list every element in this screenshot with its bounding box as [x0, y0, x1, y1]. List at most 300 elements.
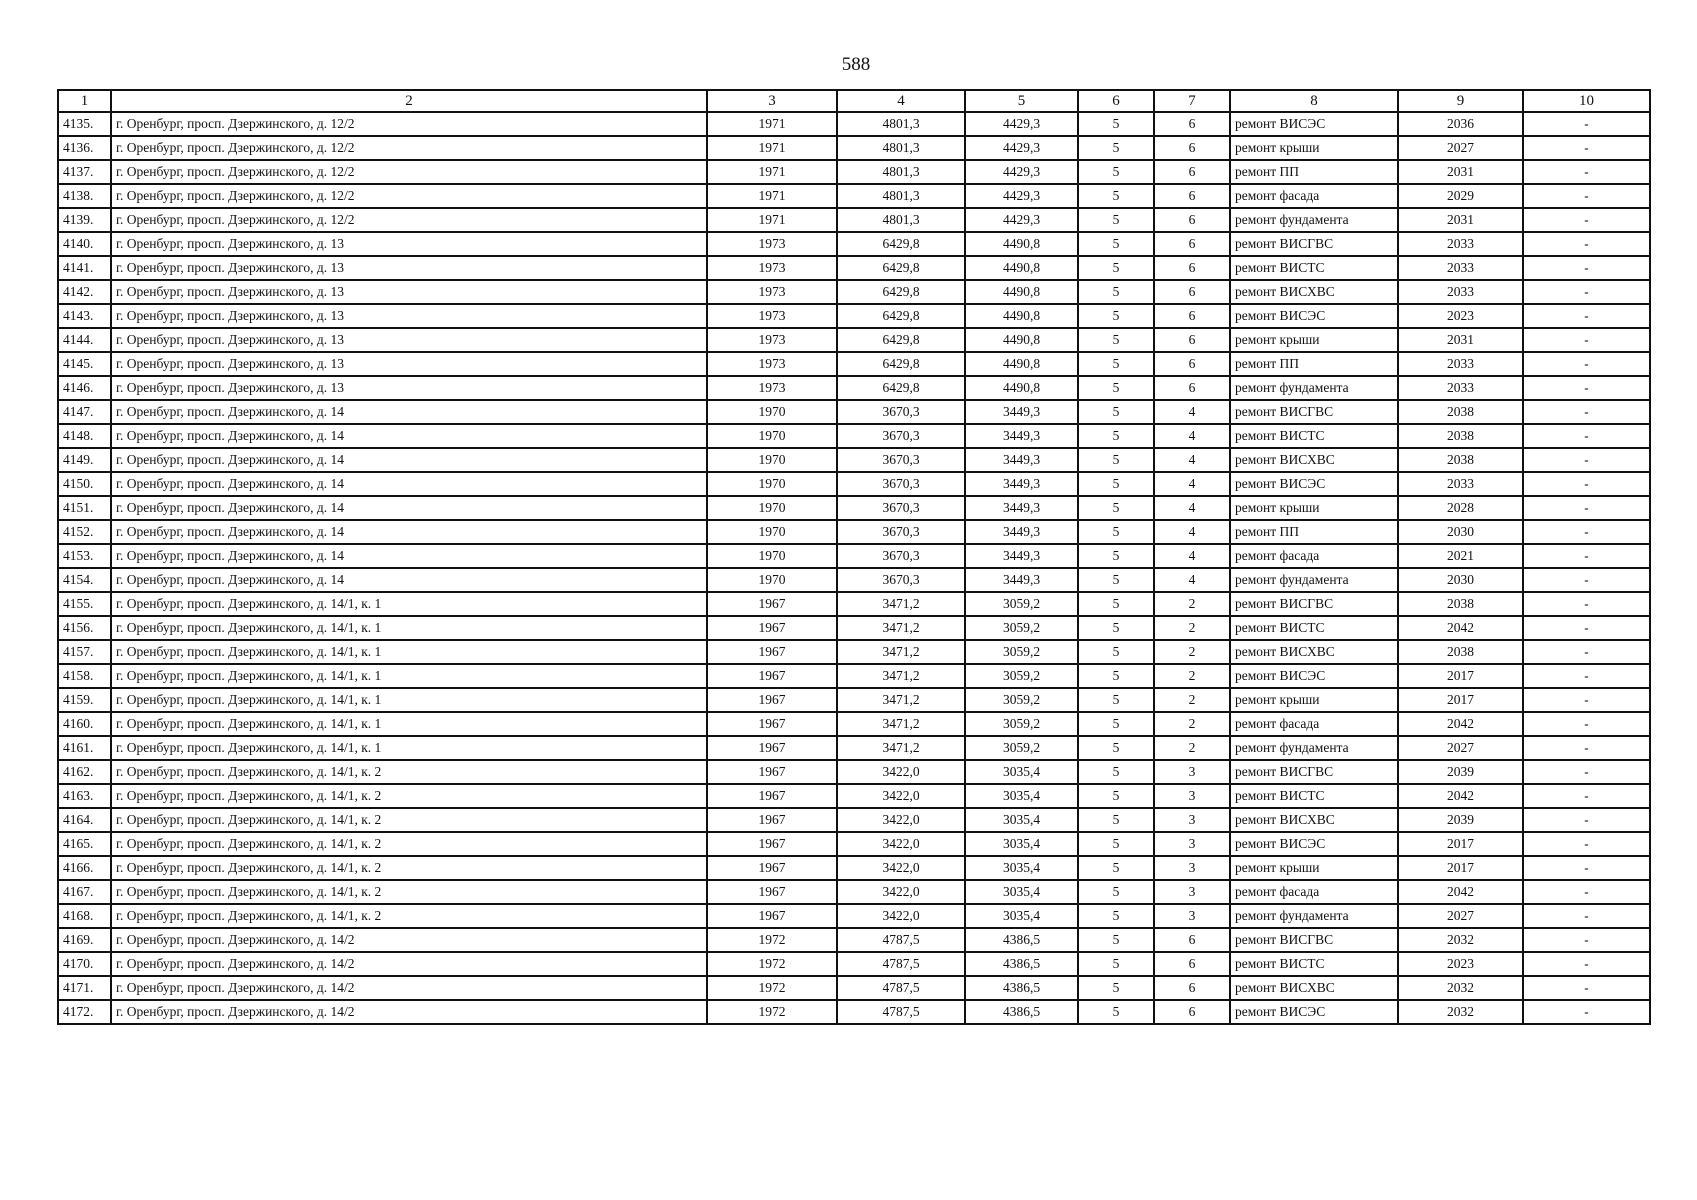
row-number-cell: 4172.	[58, 1000, 111, 1024]
total-area-cell: 3422,0	[837, 832, 965, 856]
total-area-cell: 6429,8	[837, 304, 965, 328]
entrances-cell: 3	[1154, 856, 1230, 880]
planned-year-cell: 2039	[1398, 760, 1523, 784]
work-type-cell: ремонт фундамента	[1230, 208, 1398, 232]
planned-year-cell: 2038	[1398, 640, 1523, 664]
entrances-cell: 4	[1154, 448, 1230, 472]
total-area-cell: 3670,3	[837, 448, 965, 472]
floors-cell: 5	[1078, 184, 1154, 208]
floors-cell: 5	[1078, 328, 1154, 352]
floors-cell: 5	[1078, 664, 1154, 688]
year-cell: 1967	[707, 904, 837, 928]
planned-year-cell: 2021	[1398, 544, 1523, 568]
entrances-cell: 6	[1154, 232, 1230, 256]
work-type-cell: ремонт ВИСХВС	[1230, 280, 1398, 304]
floors-cell: 5	[1078, 568, 1154, 592]
table-row	[58, 136, 1650, 160]
year-cell: 1971	[707, 136, 837, 160]
total-area-cell: 3471,2	[837, 664, 965, 688]
planned-year-cell: 2042	[1398, 880, 1523, 904]
planned-year-cell: 2033	[1398, 256, 1523, 280]
note-cell: -	[1523, 136, 1650, 160]
address-cell: г. Оренбург, просп. Дзержинского, д. 13	[111, 304, 707, 328]
note-cell: -	[1523, 904, 1650, 928]
row-number-cell: 4146.	[58, 376, 111, 400]
planned-year-cell: 2039	[1398, 808, 1523, 832]
note-cell: -	[1523, 256, 1650, 280]
total-area-cell: 3471,2	[837, 688, 965, 712]
work-type-cell: ремонт крыши	[1230, 136, 1398, 160]
address-cell: г. Оренбург, просп. Дзержинского, д. 14/1, к. 2	[111, 784, 707, 808]
entrances-cell: 4	[1154, 520, 1230, 544]
living-area-cell: 3059,2	[965, 712, 1078, 736]
total-area-cell: 3422,0	[837, 904, 965, 928]
work-type-cell: ремонт фундамента	[1230, 568, 1398, 592]
planned-year-cell: 2032	[1398, 928, 1523, 952]
floors-cell: 5	[1078, 472, 1154, 496]
total-area-cell: 6429,8	[837, 232, 965, 256]
entrances-cell: 2	[1154, 688, 1230, 712]
table-row	[58, 208, 1650, 232]
work-type-cell: ремонт ПП	[1230, 160, 1398, 184]
entrances-cell: 6	[1154, 136, 1230, 160]
floors-cell: 5	[1078, 112, 1154, 136]
address-cell: г. Оренбург, просп. Дзержинского, д. 12/2	[111, 160, 707, 184]
floors-cell: 5	[1078, 232, 1154, 256]
living-area-cell: 4429,3	[965, 160, 1078, 184]
column-header-9: 9	[1398, 90, 1523, 112]
row-number-cell: 4160.	[58, 712, 111, 736]
note-cell: -	[1523, 808, 1650, 832]
year-cell: 1967	[707, 688, 837, 712]
entrances-cell: 2	[1154, 736, 1230, 760]
total-area-cell: 6429,8	[837, 256, 965, 280]
note-cell: -	[1523, 184, 1650, 208]
note-cell: -	[1523, 664, 1650, 688]
floors-cell: 5	[1078, 760, 1154, 784]
row-number-cell: 4155.	[58, 592, 111, 616]
entrances-cell: 6	[1154, 208, 1230, 232]
note-cell: -	[1523, 544, 1650, 568]
year-cell: 1972	[707, 928, 837, 952]
address-cell: г. Оренбург, просп. Дзержинского, д. 12/2	[111, 208, 707, 232]
table-row	[58, 376, 1650, 400]
address-cell: г. Оренбург, просп. Дзержинского, д. 13	[111, 280, 707, 304]
planned-year-cell: 2031	[1398, 208, 1523, 232]
floors-cell: 5	[1078, 592, 1154, 616]
year-cell: 1970	[707, 568, 837, 592]
entrances-cell: 4	[1154, 568, 1230, 592]
table-row	[58, 352, 1650, 376]
table-row	[58, 112, 1650, 136]
floors-cell: 5	[1078, 712, 1154, 736]
table-row	[58, 592, 1650, 616]
floors-cell: 5	[1078, 208, 1154, 232]
column-header-3: 3	[707, 90, 837, 112]
entrances-cell: 4	[1154, 424, 1230, 448]
entrances-cell: 6	[1154, 928, 1230, 952]
planned-year-cell: 2033	[1398, 352, 1523, 376]
entrances-cell: 3	[1154, 760, 1230, 784]
note-cell: -	[1523, 736, 1650, 760]
work-type-cell: ремонт фундамента	[1230, 904, 1398, 928]
table-row	[58, 160, 1650, 184]
year-cell: 1967	[707, 856, 837, 880]
address-cell: г. Оренбург, просп. Дзержинского, д. 14/1, к. 2	[111, 760, 707, 784]
row-number-cell: 4169.	[58, 928, 111, 952]
work-type-cell: ремонт ВИСГВС	[1230, 232, 1398, 256]
note-cell: -	[1523, 424, 1650, 448]
floors-cell: 5	[1078, 616, 1154, 640]
year-cell: 1967	[707, 712, 837, 736]
living-area-cell: 4490,8	[965, 280, 1078, 304]
total-area-cell: 3670,3	[837, 424, 965, 448]
note-cell: -	[1523, 472, 1650, 496]
table-row	[58, 712, 1650, 736]
planned-year-cell: 2017	[1398, 832, 1523, 856]
year-cell: 1967	[707, 736, 837, 760]
work-type-cell: ремонт ПП	[1230, 520, 1398, 544]
row-number-cell: 4147.	[58, 400, 111, 424]
entrances-cell: 3	[1154, 784, 1230, 808]
note-cell: -	[1523, 880, 1650, 904]
total-area-cell: 3471,2	[837, 616, 965, 640]
address-cell: г. Оренбург, просп. Дзержинского, д. 14/1, к. 1	[111, 688, 707, 712]
floors-cell: 5	[1078, 136, 1154, 160]
floors-cell: 5	[1078, 856, 1154, 880]
note-cell: -	[1523, 832, 1650, 856]
note-cell: -	[1523, 112, 1650, 136]
year-cell: 1970	[707, 544, 837, 568]
year-cell: 1971	[707, 208, 837, 232]
address-cell: г. Оренбург, просп. Дзержинского, д. 14/2	[111, 1000, 707, 1024]
column-header-8: 8	[1230, 90, 1398, 112]
note-cell: -	[1523, 280, 1650, 304]
floors-cell: 5	[1078, 1000, 1154, 1024]
column-header-7: 7	[1154, 90, 1230, 112]
note-cell: -	[1523, 760, 1650, 784]
address-cell: г. Оренбург, просп. Дзержинского, д. 14	[111, 472, 707, 496]
table-row	[58, 952, 1650, 976]
entrances-cell: 4	[1154, 544, 1230, 568]
entrances-cell: 3	[1154, 808, 1230, 832]
table-row	[58, 640, 1650, 664]
work-type-cell: ремонт ВИСТС	[1230, 424, 1398, 448]
living-area-cell: 3449,3	[965, 448, 1078, 472]
total-area-cell: 3670,3	[837, 568, 965, 592]
address-cell: г. Оренбург, просп. Дзержинского, д. 13	[111, 256, 707, 280]
planned-year-cell: 2027	[1398, 136, 1523, 160]
total-area-cell: 3422,0	[837, 880, 965, 904]
row-number-cell: 4151.	[58, 496, 111, 520]
row-number-cell: 4164.	[58, 808, 111, 832]
work-type-cell: ремонт фасада	[1230, 184, 1398, 208]
row-number-cell: 4167.	[58, 880, 111, 904]
address-cell: г. Оренбург, просп. Дзержинского, д. 14/1, к. 2	[111, 808, 707, 832]
row-number-cell: 4143.	[58, 304, 111, 328]
total-area-cell: 3471,2	[837, 592, 965, 616]
planned-year-cell: 2042	[1398, 712, 1523, 736]
planned-year-cell: 2028	[1398, 496, 1523, 520]
table-row	[58, 928, 1650, 952]
entrances-cell: 6	[1154, 1000, 1230, 1024]
address-cell: г. Оренбург, просп. Дзержинского, д. 14	[111, 424, 707, 448]
note-cell: -	[1523, 448, 1650, 472]
year-cell: 1967	[707, 760, 837, 784]
table-row	[58, 328, 1650, 352]
total-area-cell: 3670,3	[837, 544, 965, 568]
total-area-cell: 4787,5	[837, 1000, 965, 1024]
address-cell: г. Оренбург, просп. Дзержинского, д. 14/1, к. 1	[111, 592, 707, 616]
work-type-cell: ремонт ВИСЭС	[1230, 472, 1398, 496]
total-area-cell: 6429,8	[837, 280, 965, 304]
table-row	[58, 184, 1650, 208]
note-cell: -	[1523, 1000, 1650, 1024]
entrances-cell: 6	[1154, 352, 1230, 376]
living-area-cell: 3035,4	[965, 784, 1078, 808]
address-cell: г. Оренбург, просп. Дзержинского, д. 13	[111, 328, 707, 352]
note-cell: -	[1523, 232, 1650, 256]
living-area-cell: 3059,2	[965, 736, 1078, 760]
entrances-cell: 3	[1154, 832, 1230, 856]
work-type-cell: ремонт ВИСТС	[1230, 256, 1398, 280]
table-row	[58, 1000, 1650, 1024]
living-area-cell: 4490,8	[965, 256, 1078, 280]
work-type-cell: ремонт ВИСГВС	[1230, 928, 1398, 952]
work-type-cell: ремонт ВИСХВС	[1230, 448, 1398, 472]
year-cell: 1970	[707, 496, 837, 520]
total-area-cell: 6429,8	[837, 376, 965, 400]
column-header-6: 6	[1078, 90, 1154, 112]
living-area-cell: 3449,3	[965, 472, 1078, 496]
row-number-cell: 4166.	[58, 856, 111, 880]
row-number-cell: 4149.	[58, 448, 111, 472]
living-area-cell: 3059,2	[965, 616, 1078, 640]
floors-cell: 5	[1078, 928, 1154, 952]
floors-cell: 5	[1078, 640, 1154, 664]
living-area-cell: 3035,4	[965, 856, 1078, 880]
note-cell: -	[1523, 976, 1650, 1000]
floors-cell: 5	[1078, 976, 1154, 1000]
living-area-cell: 3035,4	[965, 808, 1078, 832]
total-area-cell: 3670,3	[837, 472, 965, 496]
entrances-cell: 2	[1154, 712, 1230, 736]
work-type-cell: ремонт ВИСЭС	[1230, 1000, 1398, 1024]
living-area-cell: 3059,2	[965, 640, 1078, 664]
planned-year-cell: 2036	[1398, 112, 1523, 136]
work-type-cell: ремонт ВИСХВС	[1230, 808, 1398, 832]
total-area-cell: 4801,3	[837, 136, 965, 160]
address-cell: г. Оренбург, просп. Дзержинского, д. 14	[111, 496, 707, 520]
address-cell: г. Оренбург, просп. Дзержинского, д. 14/1, к. 2	[111, 880, 707, 904]
floors-cell: 5	[1078, 496, 1154, 520]
year-cell: 1970	[707, 400, 837, 424]
living-area-cell: 4490,8	[965, 304, 1078, 328]
planned-year-cell: 2023	[1398, 952, 1523, 976]
work-type-cell: ремонт ВИСЭС	[1230, 304, 1398, 328]
planned-year-cell: 2023	[1398, 304, 1523, 328]
floors-cell: 5	[1078, 952, 1154, 976]
work-type-cell: ремонт ВИСЭС	[1230, 832, 1398, 856]
table-row	[58, 448, 1650, 472]
entrances-cell: 6	[1154, 304, 1230, 328]
row-number-cell: 4159.	[58, 688, 111, 712]
living-area-cell: 3449,3	[965, 496, 1078, 520]
row-number-cell: 4157.	[58, 640, 111, 664]
row-number-cell: 4136.	[58, 136, 111, 160]
address-cell: г. Оренбург, просп. Дзержинского, д. 14/1, к. 2	[111, 904, 707, 928]
total-area-cell: 4801,3	[837, 208, 965, 232]
note-cell: -	[1523, 856, 1650, 880]
total-area-cell: 3422,0	[837, 808, 965, 832]
address-cell: г. Оренбург, просп. Дзержинского, д. 14/1, к. 1	[111, 664, 707, 688]
entrances-cell: 4	[1154, 472, 1230, 496]
address-cell: г. Оренбург, просп. Дзержинского, д. 13	[111, 232, 707, 256]
year-cell: 1973	[707, 304, 837, 328]
year-cell: 1967	[707, 592, 837, 616]
entrances-cell: 6	[1154, 160, 1230, 184]
address-cell: г. Оренбург, просп. Дзержинского, д. 12/2	[111, 136, 707, 160]
entrances-cell: 4	[1154, 400, 1230, 424]
address-cell: г. Оренбург, просп. Дзержинского, д. 14/1, к. 1	[111, 616, 707, 640]
total-area-cell: 3471,2	[837, 712, 965, 736]
total-area-cell: 4787,5	[837, 976, 965, 1000]
total-area-cell: 4787,5	[837, 952, 965, 976]
year-cell: 1970	[707, 472, 837, 496]
work-type-cell: ремонт ВИСЭС	[1230, 664, 1398, 688]
planned-year-cell: 2042	[1398, 616, 1523, 640]
living-area-cell: 4490,8	[965, 352, 1078, 376]
table-row	[58, 232, 1650, 256]
address-cell: г. Оренбург, просп. Дзержинского, д. 12/2	[111, 184, 707, 208]
work-type-cell: ремонт ВИСЭС	[1230, 112, 1398, 136]
row-number-cell: 4144.	[58, 328, 111, 352]
row-number-cell: 4168.	[58, 904, 111, 928]
planned-year-cell: 2031	[1398, 328, 1523, 352]
work-type-cell: ремонт ВИСГВС	[1230, 400, 1398, 424]
row-number-cell: 4138.	[58, 184, 111, 208]
total-area-cell: 3471,2	[837, 736, 965, 760]
note-cell: -	[1523, 640, 1650, 664]
year-cell: 1973	[707, 256, 837, 280]
row-number-cell: 4140.	[58, 232, 111, 256]
row-number-cell: 4142.	[58, 280, 111, 304]
row-number-cell: 4170.	[58, 952, 111, 976]
year-cell: 1967	[707, 808, 837, 832]
year-cell: 1967	[707, 784, 837, 808]
planned-year-cell: 2030	[1398, 520, 1523, 544]
row-number-cell: 4152.	[58, 520, 111, 544]
table-row	[58, 784, 1650, 808]
address-cell: г. Оренбург, просп. Дзержинского, д. 14/1, к. 1	[111, 640, 707, 664]
note-cell: -	[1523, 400, 1650, 424]
table-row	[58, 688, 1650, 712]
floors-cell: 5	[1078, 424, 1154, 448]
table-row	[58, 736, 1650, 760]
entrances-cell: 2	[1154, 616, 1230, 640]
note-cell: -	[1523, 208, 1650, 232]
total-area-cell: 3422,0	[837, 784, 965, 808]
work-type-cell: ремонт ВИСХВС	[1230, 640, 1398, 664]
year-cell: 1972	[707, 952, 837, 976]
total-area-cell: 3670,3	[837, 400, 965, 424]
work-type-cell: ремонт ВИСТС	[1230, 616, 1398, 640]
address-cell: г. Оренбург, просп. Дзержинского, д. 14/2	[111, 952, 707, 976]
entrances-cell: 6	[1154, 280, 1230, 304]
column-header-10: 10	[1523, 90, 1650, 112]
total-area-cell: 4787,5	[837, 928, 965, 952]
column-header-1: 1	[58, 90, 111, 112]
table-row	[58, 496, 1650, 520]
planned-year-cell: 2042	[1398, 784, 1523, 808]
living-area-cell: 3449,3	[965, 520, 1078, 544]
planned-year-cell: 2030	[1398, 568, 1523, 592]
total-area-cell: 3422,0	[837, 760, 965, 784]
row-number-cell: 4158.	[58, 664, 111, 688]
row-number-cell: 4165.	[58, 832, 111, 856]
total-area-cell: 4801,3	[837, 112, 965, 136]
living-area-cell: 3059,2	[965, 664, 1078, 688]
work-type-cell: ремонт крыши	[1230, 328, 1398, 352]
table-row	[58, 256, 1650, 280]
living-area-cell: 4429,3	[965, 112, 1078, 136]
address-cell: г. Оренбург, просп. Дзержинского, д. 14	[111, 400, 707, 424]
total-area-cell: 3670,3	[837, 496, 965, 520]
living-area-cell: 3449,3	[965, 424, 1078, 448]
row-number-cell: 4139.	[58, 208, 111, 232]
planned-year-cell: 2038	[1398, 592, 1523, 616]
living-area-cell: 4386,5	[965, 928, 1078, 952]
floors-cell: 5	[1078, 304, 1154, 328]
note-cell: -	[1523, 328, 1650, 352]
floors-cell: 5	[1078, 376, 1154, 400]
row-number-cell: 4171.	[58, 976, 111, 1000]
work-type-cell: ремонт фасада	[1230, 544, 1398, 568]
work-type-cell: ремонт ВИСТС	[1230, 784, 1398, 808]
year-cell: 1973	[707, 328, 837, 352]
living-area-cell: 3035,4	[965, 832, 1078, 856]
entrances-cell: 6	[1154, 184, 1230, 208]
address-cell: г. Оренбург, просп. Дзержинского, д. 14	[111, 544, 707, 568]
planned-year-cell: 2027	[1398, 736, 1523, 760]
floors-cell: 5	[1078, 256, 1154, 280]
row-number-cell: 4135.	[58, 112, 111, 136]
living-area-cell: 4490,8	[965, 328, 1078, 352]
year-cell: 1970	[707, 448, 837, 472]
total-area-cell: 4801,3	[837, 160, 965, 184]
work-type-cell: ремонт ВИСХВС	[1230, 976, 1398, 1000]
entrances-cell: 2	[1154, 592, 1230, 616]
total-area-cell: 6429,8	[837, 328, 965, 352]
planned-year-cell: 2017	[1398, 856, 1523, 880]
work-type-cell: ремонт ПП	[1230, 352, 1398, 376]
year-cell: 1972	[707, 1000, 837, 1024]
living-area-cell: 3449,3	[965, 400, 1078, 424]
living-area-cell: 4386,5	[965, 952, 1078, 976]
note-cell: -	[1523, 688, 1650, 712]
entrances-cell: 2	[1154, 640, 1230, 664]
row-number-cell: 4163.	[58, 784, 111, 808]
year-cell: 1973	[707, 376, 837, 400]
total-area-cell: 3471,2	[837, 640, 965, 664]
note-cell: -	[1523, 928, 1650, 952]
work-type-cell: ремонт крыши	[1230, 496, 1398, 520]
table-body	[58, 112, 1650, 1024]
address-cell: г. Оренбург, просп. Дзержинского, д. 14/1, к. 1	[111, 736, 707, 760]
living-area-cell: 4429,3	[965, 184, 1078, 208]
row-number-cell: 4150.	[58, 472, 111, 496]
row-number-cell: 4137.	[58, 160, 111, 184]
